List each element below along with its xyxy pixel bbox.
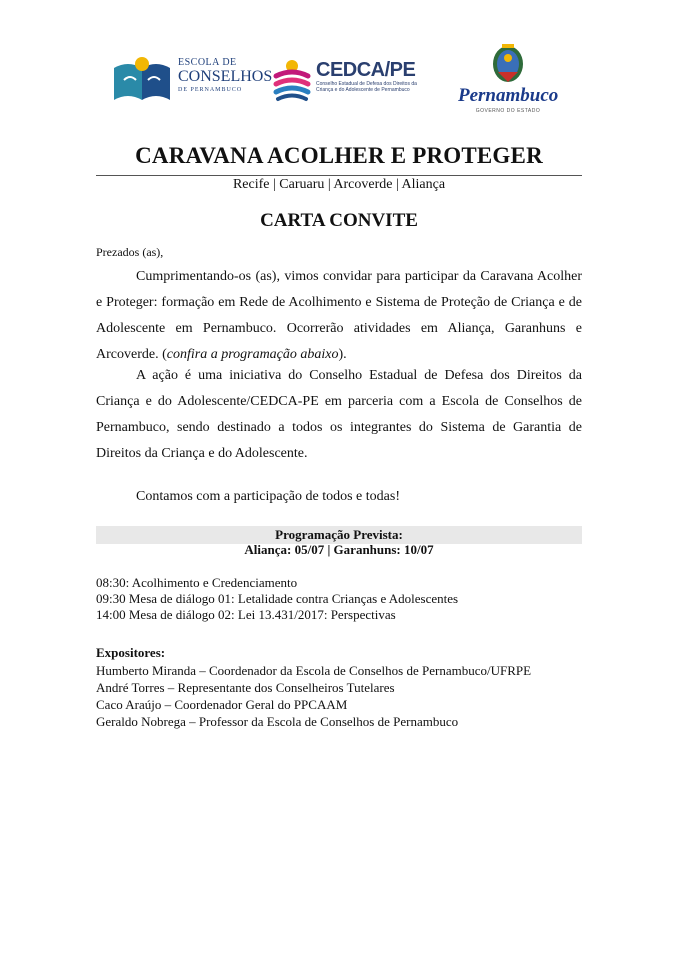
paragraph-invitation <box>96 264 582 368</box>
schedule-item: 14:00 Mesa de diálogo 02: Lei 13.431/2017: Perspectivas <box>96 607 396 622</box>
speakers-list <box>96 662 582 730</box>
paragraph-invitation-end: ). <box>338 347 347 362</box>
program-dates: Aliança: 05/07 | Garanhuns: 10/07 <box>244 542 434 557</box>
escola-de-conselhos-logo <box>110 54 273 106</box>
schedule-item: 09:30 Mesa de diálogo 01: Letalidade contra Crianças e Adolescentes <box>96 591 459 606</box>
document-title: CARAVANA ACOLHER E PROTEGER <box>135 143 543 168</box>
schedule-list <box>96 575 582 623</box>
cedca-logo-name: CEDCA/PE <box>316 59 416 81</box>
paragraph-invitation-italic: confira a programação abaixo <box>166 347 339 362</box>
pernambuco-coat-of-arms-icon <box>458 42 558 88</box>
program-heading: Programação Prevista: <box>96 526 582 544</box>
cedca-pe-logo <box>272 56 432 106</box>
speaker-item: Caco Araújo – Coordenador Geral do PPCAAM <box>96 697 348 712</box>
speaker-item: Geraldo Nobrega – Professor da Escola de Conselhos de Pernambuco <box>96 714 459 729</box>
escola-logo-line2: CONSELHOS <box>178 68 273 85</box>
cities-line: Recife | Caruaru | Arcoverde | Aliança <box>232 177 446 192</box>
paragraph-invitation-text: Cumprimentando-os (as), vimos convidar para participar da Caravana Acolher e Proteger: formação em Rede de Acolhimento e Sistema de Proteção de Criança e de Adolescente em Pernambuco. Ocorrerão atividades em Aliança, Garanhuns e Arcoverde. ( <box>96 269 582 362</box>
paragraph-closing: Contamos com a participação de todos e todas! <box>136 489 400 504</box>
open-book-icon <box>110 54 174 106</box>
title-divider <box>96 175 582 176</box>
schedule-item: 08:30: Acolhimento e Credenciamento <box>96 575 298 590</box>
greeting: Prezados (as), <box>96 245 164 259</box>
pernambuco-logo-sub: GOVERNO DO ESTADO <box>475 108 541 114</box>
speaker-item: Humberto Miranda – Coordenador da Escola de Conselhos de Pernambuco/UFRPE <box>96 663 532 678</box>
speakers-heading: Expositores: <box>96 645 166 660</box>
escola-logo-line3: DE PERNAMBUCO <box>178 87 243 93</box>
document-subtitle: CARTA CONVITE <box>260 210 418 231</box>
escola-logo-line1: ESCOLA DE <box>178 57 237 68</box>
speaker-item: André Torres – Representante dos Conselheiros Tutelares <box>96 680 395 695</box>
pernambuco-logo-name: Pernambuco <box>458 85 559 106</box>
logo-bar <box>0 40 678 118</box>
cedca-emblem-icon <box>272 56 312 102</box>
paragraph-initiative: A ação é uma iniciativa do Conselho Estadual de Defesa dos Direitos da Criança e do Adolescente/CEDCA-PE em parceria com a Escola de Conselhos de Pernambuco, sendo destinado a todos os integrantes do Sistema de Garantia de Direitos da Criança e do Adolescente. <box>96 368 582 461</box>
pernambuco-government-logo <box>458 42 558 118</box>
cedca-logo-tagline: Conselho Estadual de Defesa dos Direitos da Criança e do Adolescente de Pernambuco <box>316 81 417 93</box>
